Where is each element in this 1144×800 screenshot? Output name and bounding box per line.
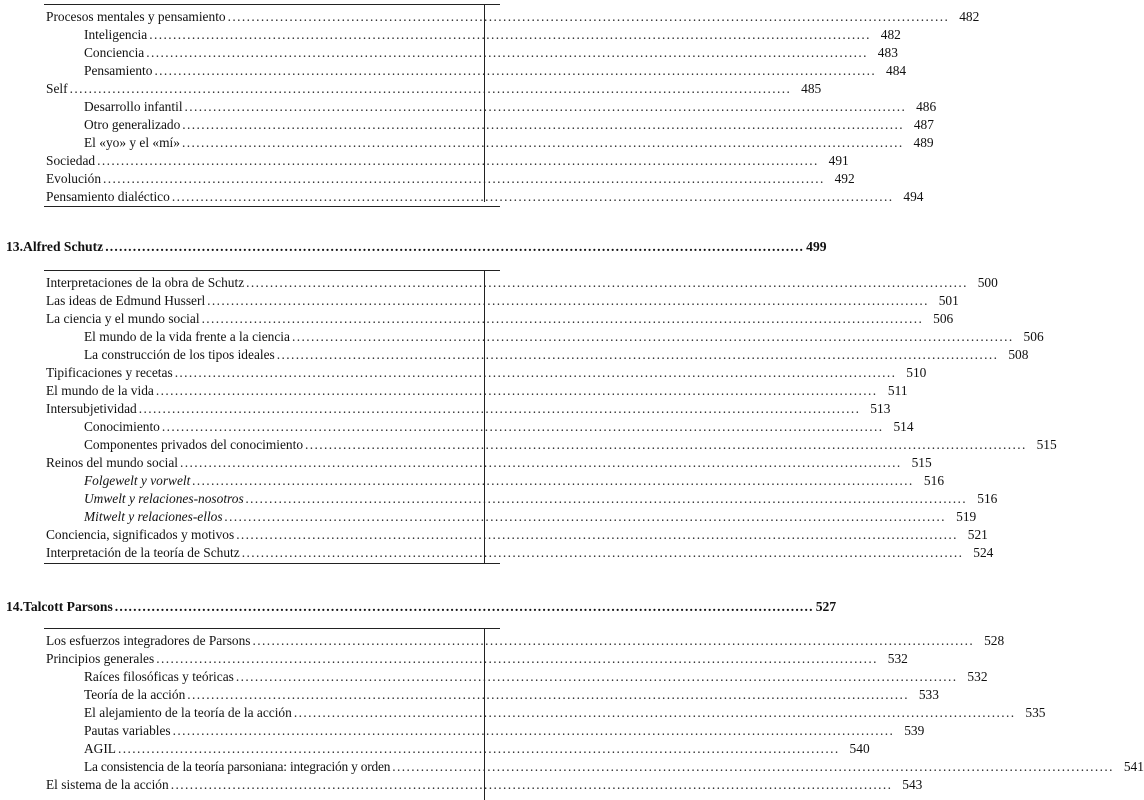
toc-entry[interactable]: Interpretaciones de la obra de Schutz ........................................................................................................................................................ 500 bbox=[46, 275, 998, 290]
block2-bottom-rule bbox=[44, 563, 500, 564]
toc-entry[interactable]: Pensamiento ........................................................................................................................................................ 484 bbox=[84, 63, 907, 78]
toc-entry[interactable]: Principios generales ........................................................................................................................................................ 532 bbox=[46, 651, 908, 666]
toc-entry[interactable]: Tipificaciones y recetas ........................................................................................................................................................ 510 bbox=[46, 365, 927, 380]
toc-entry[interactable]: El mundo de la vida ........................................................................................................................................................ 511 bbox=[46, 383, 908, 398]
toc-entry[interactable]: Folgewelt y vorwelt ........................................................................................................................................................ 516 bbox=[84, 473, 945, 488]
toc-entry[interactable]: Umwelt y relaciones-nosotros ........................................................................................................................................................ 516 bbox=[84, 491, 998, 506]
toc-entry[interactable]: Teoría de la acción ........................................................................................................................................................ 533 bbox=[84, 687, 939, 702]
toc-entry[interactable]: Componentes privados del conocimiento ........................................................................................................................................................ 515 bbox=[84, 437, 1057, 452]
toc-entry[interactable]: AGIL ........................................................................................................................................................ 540 bbox=[84, 741, 870, 756]
toc-entry[interactable]: Evolución ........................................................................................................................................................ 492 bbox=[46, 171, 855, 186]
toc-entry[interactable]: La construcción de los tipos ideales ........................................................................................................................................................ 508 bbox=[84, 347, 1029, 362]
block2-top-rule bbox=[44, 270, 500, 271]
toc-entry[interactable]: Otro generalizado ........................................................................................................................................................ 487 bbox=[84, 117, 934, 132]
toc-entry[interactable]: El mundo de la vida frente a la ciencia ........................................................................................................................................................ 506 bbox=[84, 329, 1044, 344]
toc-entry[interactable]: Mitwelt y relaciones-ellos ........................................................................................................................................................ 519 bbox=[84, 509, 977, 524]
toc-entry[interactable]: El sistema de la acción ........................................................................................................................................................ 543 bbox=[46, 777, 923, 792]
toc-entry[interactable]: Raíces filosóficas y teóricas ........................................................................................................................................................ 532 bbox=[84, 669, 988, 684]
toc-entry[interactable]: Las ideas de Edmund Husserl ........................................................................................................................................................ 501 bbox=[46, 293, 959, 308]
chapter-heading-13[interactable]: 13. Alfred Schutz ........................................................................................................................................................ 499 bbox=[6, 239, 827, 254]
toc-entry[interactable]: Interpretación de la teoría de Schutz ........................................................................................................................................................ 524 bbox=[46, 545, 994, 560]
toc-entry[interactable]: Desarrollo infantil ........................................................................................................................................................ 486 bbox=[84, 99, 937, 114]
toc-entry[interactable]: Los esfuerzos integradores de Parsons ........................................................................................................................................................ 528 bbox=[46, 633, 1005, 648]
toc-entry[interactable]: El alejamiento de la teoría de la acción ........................................................................................................................................................ 535 bbox=[84, 705, 1046, 720]
toc-entry[interactable]: Intersubjetividad ........................................................................................................................................................ 513 bbox=[46, 401, 891, 416]
block3-top-rule bbox=[44, 628, 500, 629]
toc-entry[interactable]: Reinos del mundo social ........................................................................................................................................................ 515 bbox=[46, 455, 932, 470]
block1-bottom-rule bbox=[44, 206, 500, 207]
toc-entry[interactable]: Pensamiento dialéctico ........................................................................................................................................................ 494 bbox=[46, 189, 924, 204]
toc-entry[interactable]: Self ........................................................................................................................................................ 485 bbox=[46, 81, 822, 96]
toc-entry[interactable]: Conocimiento ........................................................................................................................................................ 514 bbox=[84, 419, 914, 434]
toc-entry[interactable]: El «yo» y el «mí» ........................................................................................................................................................ 489 bbox=[84, 135, 934, 150]
block1-top-rule bbox=[44, 4, 500, 5]
toc-entry[interactable]: Sociedad ........................................................................................................................................................ 491 bbox=[46, 153, 849, 168]
toc-entry[interactable]: Conciencia, significados y motivos ........................................................................................................................................................ 521 bbox=[46, 527, 988, 542]
toc-entry[interactable]: La consistencia de la teoría parsoniana: integración y orden ........................................................................................................................................................ 541 bbox=[84, 759, 1144, 774]
toc-entry[interactable]: La ciencia y el mundo social ........................................................................................................................................................ 506 bbox=[46, 311, 954, 326]
toc-entry[interactable]: Inteligencia ........................................................................................................................................................ 482 bbox=[84, 27, 901, 42]
toc-entry[interactable]: Conciencia ........................................................................................................................................................ 483 bbox=[84, 45, 898, 60]
toc-entry[interactable]: Procesos mentales y pensamiento ........................................................................................................................................................ 482 bbox=[46, 9, 980, 24]
chapter-heading-14[interactable]: 14. Talcott Parsons ........................................................................................................................................................ 527 bbox=[6, 599, 837, 614]
toc-entry[interactable]: Pautas variables ........................................................................................................................................................ 539 bbox=[84, 723, 925, 738]
